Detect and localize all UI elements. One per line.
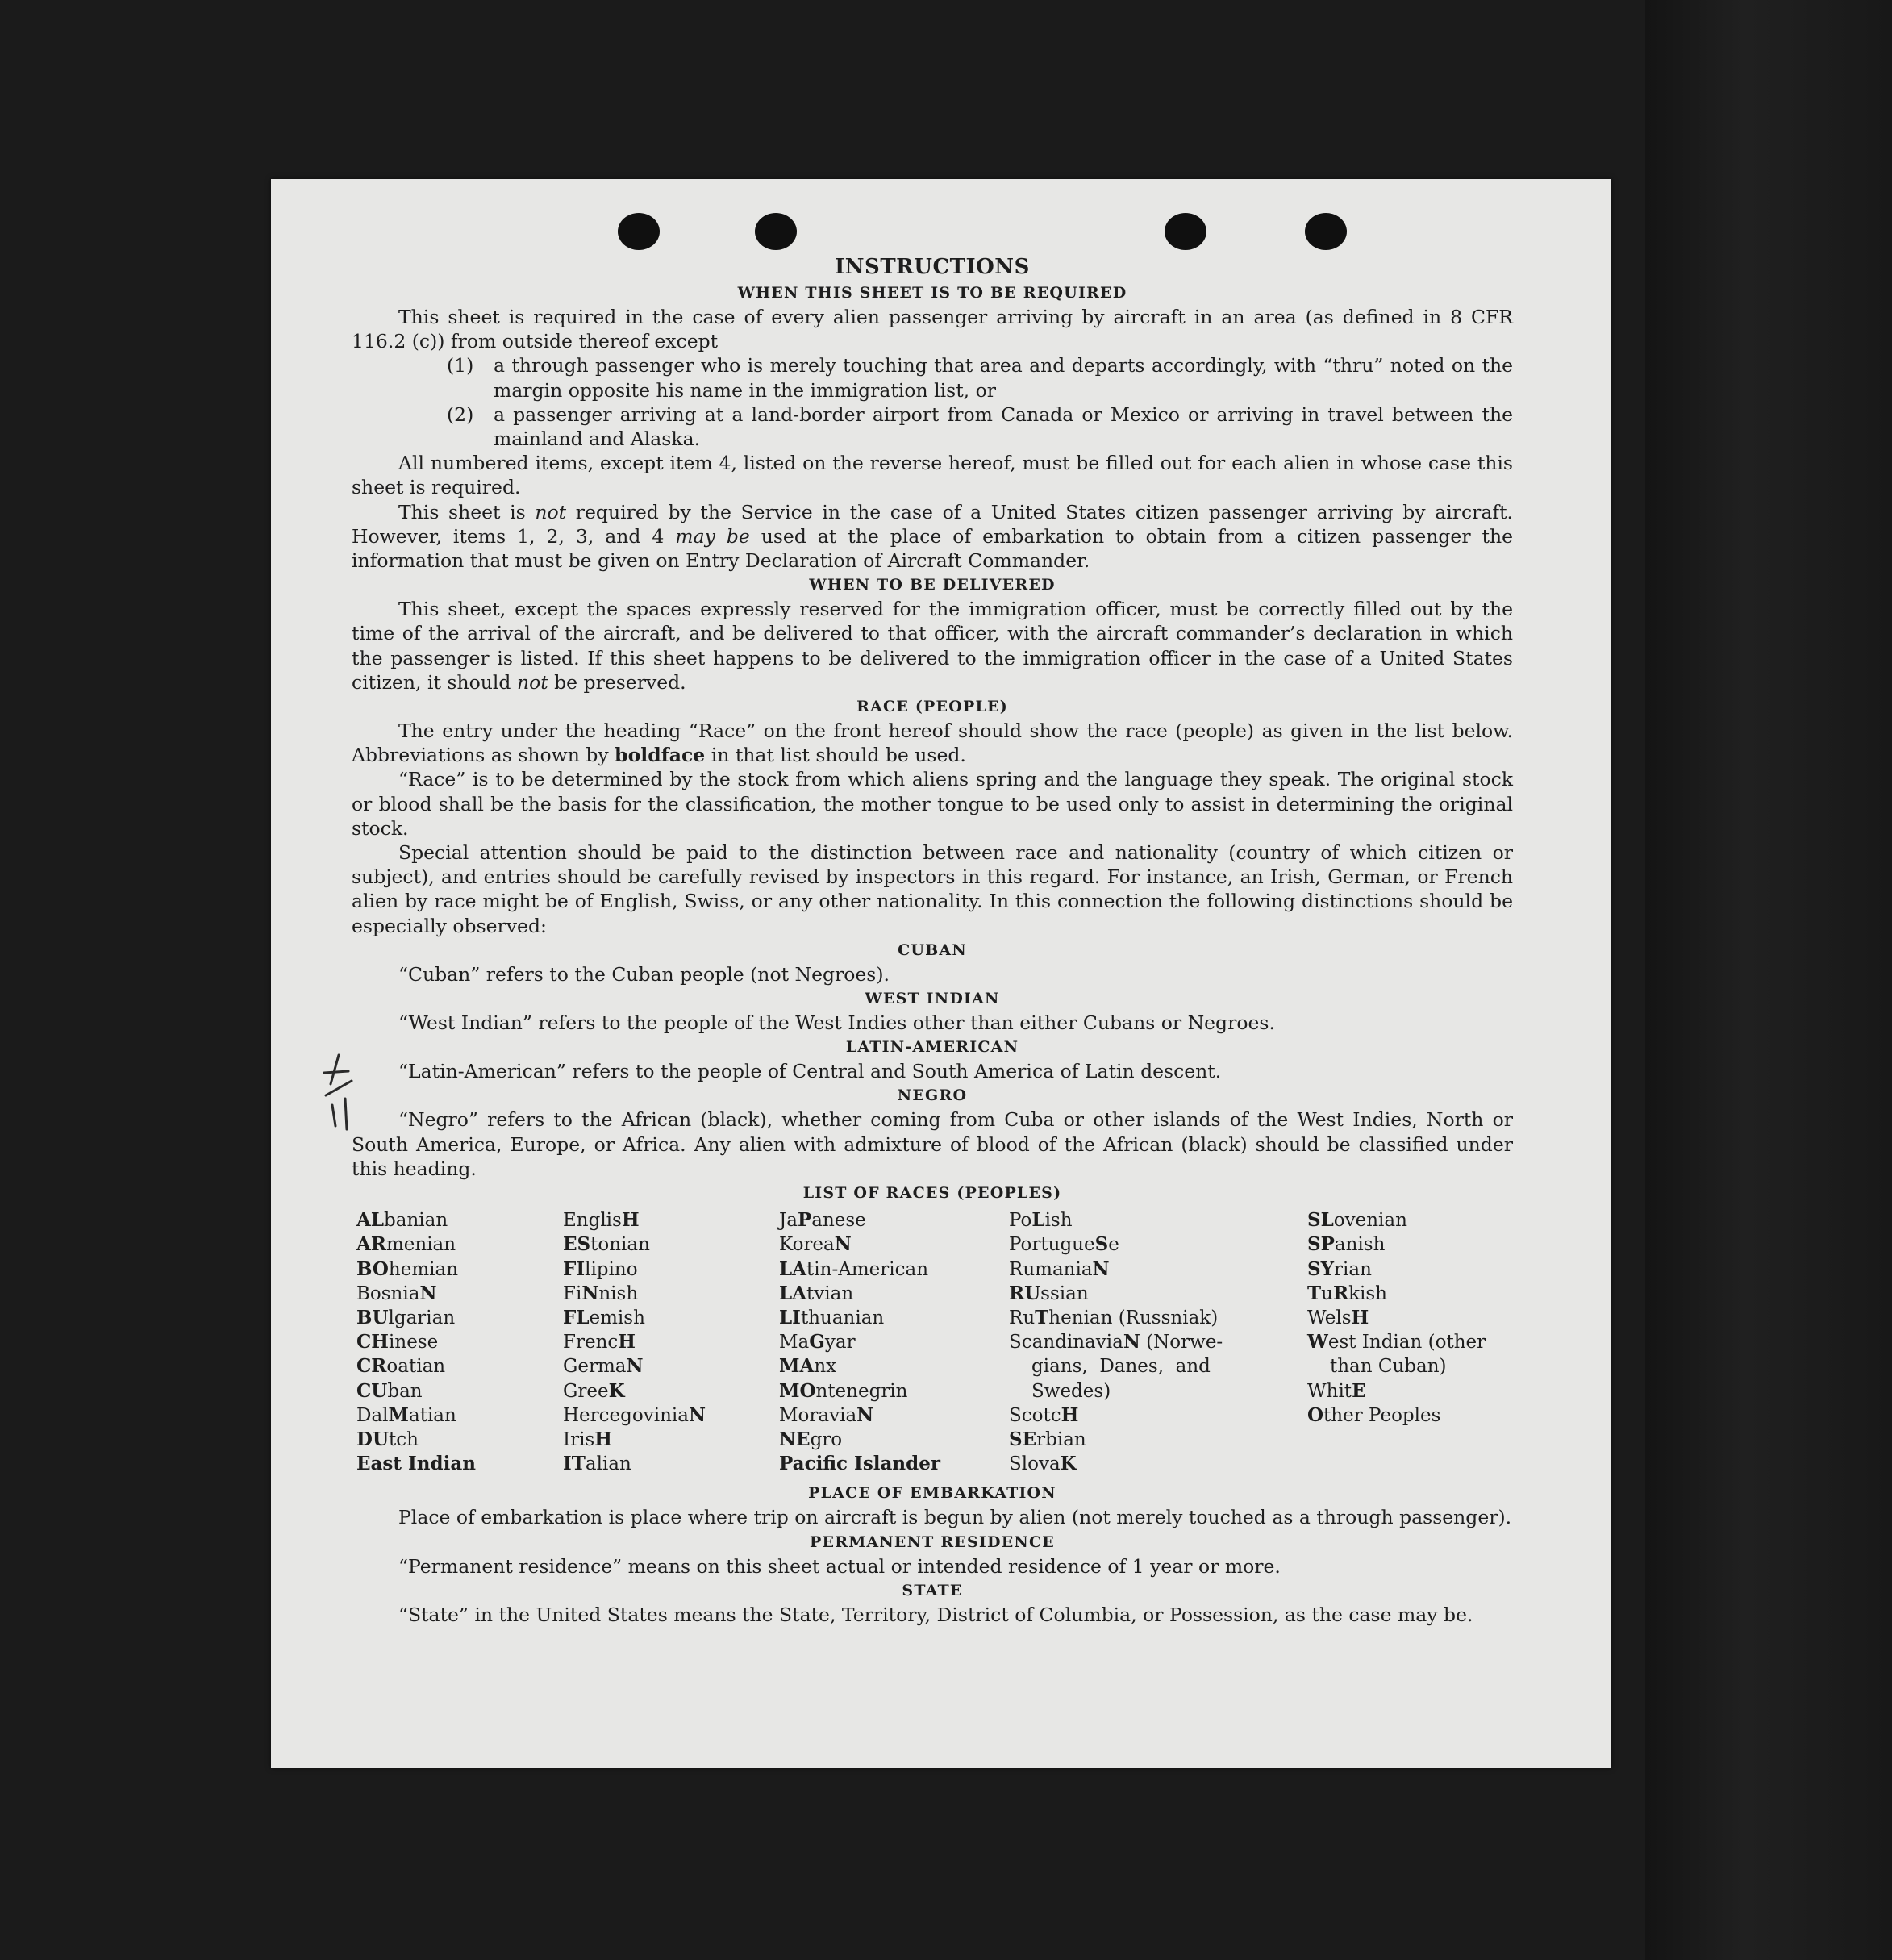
race-abbrev: N (419, 1282, 437, 1304)
section-heading-negro: NEGRO (897, 1086, 968, 1105)
race-text: tch (389, 1428, 419, 1450)
paragraph (352, 500, 1513, 573)
punch-hole (618, 213, 660, 250)
paragraph: “Negro” refers to the African (black), whether coming from Cuba or other islands of the West Indies, North or South America, Europe, or Africa. Any alien with admixture of blood of the African (black) should be classified under this heading. (352, 1108, 1513, 1180)
race-entry (779, 1232, 1009, 1257)
race-text: henian (Russniak) (1048, 1307, 1219, 1328)
race-abbrev: MO (779, 1379, 816, 1402)
race-abbrev: BO (356, 1257, 389, 1280)
race-abbrev: G (809, 1331, 825, 1353)
race-text: anese (811, 1210, 866, 1232)
race-entry (779, 1257, 1009, 1282)
race-entry (1307, 1403, 1517, 1428)
race-text: banian (384, 1210, 448, 1232)
paragraph (352, 597, 1513, 694)
races-column (1307, 1208, 1517, 1476)
race-text: ban (387, 1380, 423, 1402)
race-entry (779, 1330, 1009, 1354)
race-text: anish (1334, 1234, 1386, 1256)
race-text: Ja (779, 1210, 798, 1232)
race-entry (356, 1379, 563, 1403)
paragraph: Place of embarkation is place where trip on aircraft is begun by alien (not merely touched as a through passenger). (398, 1506, 1512, 1529)
race-text: ssian (1040, 1282, 1089, 1304)
races-column (356, 1208, 563, 1476)
races-column (779, 1208, 1009, 1476)
race-abbrev: E (1352, 1379, 1366, 1402)
race-entry (779, 1354, 1009, 1378)
paragraph: Special attention should be paid to the distinction between race and nationality (country of which citizen or subject), and entries should be carefully revised by inspectors in this regard. For instance, an Irish, German, or French alien by race might be of English, Swiss, or any other nationality. In this connection the following distinctions should be especially observed: (352, 841, 1513, 937)
race-text: ovenian (1333, 1210, 1407, 1232)
race-entry (563, 1428, 779, 1452)
race-text: yar (824, 1332, 856, 1353)
list-text: a passenger arriving at a land-border airport from Canada or Mexico or arriving in travel between the mainland and Alaska. (494, 402, 1513, 451)
race-entry (356, 1282, 563, 1306)
race-abbrev: K (608, 1379, 625, 1402)
punch-hole (1305, 213, 1347, 250)
race-abbrev: H (618, 1331, 636, 1353)
race-text: alian (585, 1453, 631, 1475)
race-entry (356, 1403, 563, 1428)
races-column (1009, 1208, 1307, 1476)
race-entry (1009, 1428, 1307, 1452)
race-text: Portugue (1009, 1234, 1095, 1256)
race-abbrev: NE (779, 1428, 811, 1450)
race-abbrev: SY (1307, 1257, 1335, 1280)
list-item (352, 402, 1513, 451)
race-entry (563, 1403, 779, 1428)
race-text: Englis (563, 1210, 622, 1232)
race-abbrev: LA (779, 1282, 807, 1304)
race-abbrev: W (1307, 1331, 1328, 1353)
race-entry (563, 1452, 779, 1476)
race-text: nish (598, 1282, 639, 1304)
race-abbrev: RU (1009, 1282, 1041, 1304)
race-abbrev: P (797, 1209, 812, 1232)
instructions-body (352, 253, 1513, 1627)
race-text: rian (1334, 1258, 1372, 1280)
race-entry (356, 1452, 563, 1476)
race-entry (356, 1232, 563, 1257)
race-text: Scandinavia (1009, 1332, 1123, 1353)
race-entry (1307, 1354, 1517, 1378)
race-abbrev: N (856, 1403, 874, 1426)
race-text: Bosnia (356, 1282, 420, 1304)
race-text: lipino (585, 1258, 638, 1280)
race-text: Swedes) (1031, 1380, 1111, 1402)
race-entry (779, 1428, 1009, 1452)
race-text: Po (1009, 1210, 1032, 1232)
race-text: Wels (1307, 1307, 1352, 1328)
race-abbrev: L (1031, 1209, 1045, 1232)
race-abbrev: N (1123, 1331, 1140, 1353)
race-entry (1307, 1282, 1517, 1306)
race-abbrev: R (1332, 1282, 1349, 1304)
race-text: Iris (563, 1428, 595, 1450)
race-text: Dal (356, 1404, 389, 1426)
race-abbrev: N (581, 1282, 599, 1304)
race-text: tvian (806, 1282, 854, 1304)
race-entry (563, 1232, 779, 1257)
race-text: Rumania (1009, 1258, 1093, 1280)
text-run-italic: not (516, 670, 548, 694)
punch-hole (755, 213, 797, 250)
race-abbrev: East Indian (356, 1453, 476, 1475)
race-text: than Cuban) (1330, 1356, 1447, 1378)
race-abbrev: CH (356, 1331, 390, 1353)
paragraph: “Race” is to be determined by the stock from which aliens spring and the language they speak. The original stock or blood shall be the basis for the classification, the mother tongue to be used only to assist in determining the original stock. (352, 768, 1513, 840)
race-entry (1307, 1379, 1517, 1403)
race-text: Moravia (779, 1404, 857, 1426)
race-abbrev: LI (779, 1306, 801, 1328)
text-run: The entry under the heading “Race” on the front hereof should show the race (people) as given in the list below. Abbreviations as shown by (352, 719, 1513, 767)
race-abbrev: H (594, 1428, 612, 1450)
race-text: e (1108, 1234, 1119, 1256)
race-entry (1009, 1257, 1307, 1282)
race-entry (356, 1257, 563, 1282)
race-abbrev: N (688, 1403, 706, 1426)
race-entry (563, 1306, 779, 1330)
text-run: be preserved. (548, 670, 686, 694)
race-entry (356, 1354, 563, 1378)
race-text: ntenegrin (815, 1380, 908, 1402)
race-entry (563, 1208, 779, 1232)
race-text: Korea (779, 1234, 835, 1256)
race-entry (779, 1282, 1009, 1306)
paragraph: This sheet is required in the case of every alien passenger arriving by aircraft in an area (as defined in 8 CFR 116.2 (c)) from outside thereof except (352, 306, 1513, 353)
race-entry (1307, 1306, 1517, 1330)
section-heading-delivered: WHEN TO BE DELIVERED (809, 576, 1056, 594)
race-text: Ma (779, 1332, 810, 1353)
race-entry (779, 1452, 1009, 1476)
race-text: Gree (563, 1380, 609, 1402)
race-abbrev: IT (563, 1453, 586, 1475)
race-text: nx (814, 1356, 837, 1378)
race-text: atian (408, 1404, 456, 1426)
list-number: (1) (447, 354, 474, 377)
race-abbrev: N (834, 1233, 852, 1256)
race-abbrev: SP (1307, 1233, 1335, 1256)
race-abbrev: Pacific Islander (779, 1453, 940, 1475)
race-abbrev: DU (356, 1428, 390, 1450)
race-abbrev: N (1092, 1257, 1110, 1280)
race-abbrev: CU (356, 1379, 388, 1402)
race-abbrev: H (1061, 1403, 1079, 1426)
race-text: Hercegovinia (563, 1404, 689, 1426)
race-entry (1307, 1257, 1517, 1282)
race-abbrev: MA (779, 1355, 815, 1378)
race-text: ish (1044, 1210, 1073, 1232)
races-list (352, 1208, 1513, 1476)
paragraph (352, 719, 1513, 767)
punch-hole (1165, 213, 1206, 250)
text-run: in that list should be used. (705, 744, 966, 767)
race-abbrev: H (1351, 1306, 1369, 1328)
section-heading-state: STATE (902, 1581, 963, 1599)
list-text: a through passenger who is merely touching that area and departs accordingly, with “thru” noted on the margin opposite his name in the immigration list, or (494, 354, 1513, 402)
paragraph: All numbered items, except item 4, listed on the reverse hereof, must be filled out for each alien in whose case this sheet is required. (352, 452, 1513, 499)
section-heading-cuban: CUBAN (898, 940, 967, 959)
race-abbrev: M (388, 1403, 409, 1426)
paragraph: “Latin-American” refers to the people of Central and South America of Latin descent. (398, 1060, 1222, 1083)
scanner-background (1645, 0, 1892, 1960)
race-abbrev: ES (563, 1233, 591, 1256)
section-heading-residence: PERMANENT RESIDENCE (810, 1533, 1055, 1551)
race-entry (356, 1306, 563, 1330)
list-item (352, 353, 1513, 402)
race-entry (563, 1330, 779, 1354)
race-abbrev: SL (1307, 1209, 1334, 1232)
race-entry (779, 1379, 1009, 1403)
race-text: Germa (563, 1356, 627, 1378)
paragraph: “Permanent residence” means on this sheet actual or intended residence of 1 year or more. (398, 1554, 1281, 1578)
race-entry (563, 1257, 779, 1282)
section-heading-list-of-races: LIST OF RACES (PEOPLES) (802, 1184, 1062, 1203)
race-entry (779, 1306, 1009, 1330)
race-text: est Indian (other (1327, 1332, 1486, 1353)
race-abbrev: AL (356, 1209, 385, 1232)
race-entry (1009, 1306, 1307, 1330)
section-heading-race: RACE (PEOPLE) (856, 698, 1008, 716)
race-abbrev: T (1035, 1306, 1049, 1328)
race-entry (563, 1282, 779, 1306)
race-text: gians, Danes, and (1031, 1356, 1211, 1378)
race-abbrev: FI (563, 1257, 586, 1280)
race-entry (563, 1379, 779, 1403)
race-entry (1009, 1403, 1307, 1428)
race-entry (1307, 1208, 1517, 1232)
race-text: Scotc (1009, 1404, 1061, 1426)
race-abbrev: LA (779, 1257, 807, 1280)
race-abbrev: BU (356, 1306, 389, 1328)
race-entry (356, 1330, 563, 1354)
text-run: used at the place of embarkation to obtain from a citizen passenger the information that must be given on Entry Declaration of Aircraft Commander. (352, 524, 1513, 573)
race-text: (Norwe- (1140, 1332, 1223, 1353)
race-text: hemian (388, 1258, 459, 1280)
race-text: tin-American (806, 1258, 929, 1280)
race-text: rbian (1036, 1428, 1086, 1450)
race-entry (1009, 1282, 1307, 1306)
handwritten-mark (316, 1049, 373, 1137)
section-heading-embarkation: PLACE OF EMBARKATION (808, 1484, 1056, 1503)
race-text: Whit (1307, 1380, 1352, 1402)
text-run-italic: not (535, 500, 567, 523)
paragraph: “State” in the United States means the State, Territory, District of Columbia, or Possession, as the case may be. (398, 1603, 1473, 1626)
race-entry (1009, 1354, 1307, 1378)
page-title: INSTRUCTIONS (835, 255, 1030, 279)
race-abbrev: AR (356, 1233, 386, 1256)
race-text: kish (1348, 1282, 1387, 1304)
race-entry (1009, 1452, 1307, 1476)
race-text: inese (389, 1332, 439, 1353)
race-entry (563, 1354, 779, 1378)
race-text: Frenc (563, 1332, 619, 1353)
race-abbrev: O (1307, 1403, 1324, 1426)
race-abbrev: S (1094, 1233, 1109, 1256)
race-text: Slova (1009, 1453, 1061, 1475)
document-page (271, 179, 1611, 1768)
race-abbrev: T (1307, 1282, 1322, 1304)
race-entry (356, 1428, 563, 1452)
race-abbrev: K (1060, 1453, 1077, 1475)
race-abbrev: N (626, 1355, 644, 1378)
race-entry (1009, 1379, 1307, 1403)
race-abbrev: H (621, 1209, 640, 1232)
race-entry (1307, 1232, 1517, 1257)
section-heading-west-indian: WEST INDIAN (865, 990, 1000, 1008)
race-text: u (1321, 1282, 1333, 1304)
race-entry (1307, 1330, 1517, 1354)
race-entry (356, 1208, 563, 1232)
race-text: oatian (386, 1356, 446, 1378)
text-run: This sheet is (398, 500, 536, 523)
race-abbrev: CR (356, 1355, 387, 1378)
race-entry (1009, 1208, 1307, 1232)
race-entry (1009, 1232, 1307, 1257)
races-column (563, 1208, 779, 1476)
text-run: required by the Service in the case of a United States citizen passenger arriving by aircraft. However, items 1, 2, 3, and 4 (352, 500, 1513, 548)
race-abbrev: SE (1009, 1428, 1037, 1450)
section-heading-latin-american: LATIN-AMERICAN (845, 1038, 1019, 1057)
list-number: (2) (447, 402, 474, 426)
section-heading-required: WHEN THIS SHEET IS TO BE REQUIRED (737, 284, 1127, 302)
race-text: Fi (563, 1282, 582, 1304)
race-text: menian (385, 1234, 456, 1256)
text-run: This sheet, except the spaces expressly reserved for the immigration officer, must be correctly filled out by the time of the arrival of the aircraft, and be delivered to that officer, with the aircraft commander’s declaration in which the passenger is listed. If this sheet happens to be delivered to the immigration officer in the case of a United States citizen, it should (352, 598, 1513, 694)
text-run-italic: may be (675, 524, 750, 548)
race-text: tonian (590, 1234, 650, 1256)
race-text: Ru (1009, 1307, 1036, 1328)
race-text: ther Peoples (1323, 1404, 1441, 1426)
race-text: lgarian (388, 1307, 456, 1328)
race-entry (779, 1403, 1009, 1428)
race-entry (779, 1208, 1009, 1232)
race-entry (1009, 1330, 1307, 1354)
race-abbrev: FL (563, 1306, 590, 1328)
race-text: gro (810, 1428, 843, 1450)
paragraph: “Cuban” refers to the Cuban people (not Negroes). (398, 962, 890, 986)
paragraph: “West Indian” refers to the people of the West Indies other than either Cubans or Negroes. (398, 1011, 1275, 1035)
race-text: emish (589, 1307, 645, 1328)
text-run-bold: boldface (615, 744, 706, 767)
race-text: thuanian (800, 1307, 885, 1328)
